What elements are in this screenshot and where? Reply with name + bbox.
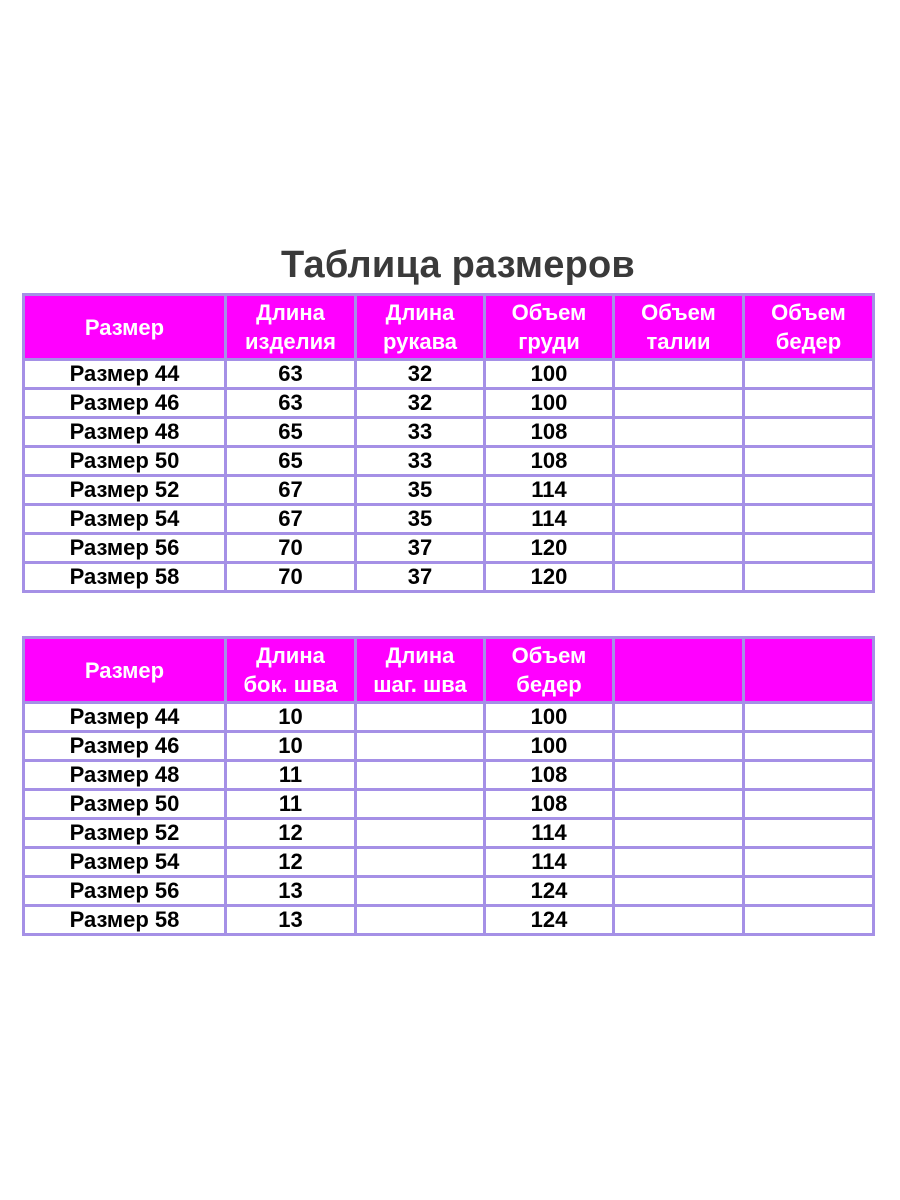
size-label-cell: Размер 52 [24,476,226,505]
measurement-cell: 11 [226,761,356,790]
measurement-cell [744,563,874,592]
column-header-line: бедер [775,329,842,354]
measurement-cell: 100 [485,732,614,761]
measurement-cell: 65 [226,447,356,476]
measurement-cell: 33 [356,418,485,447]
column-header-line: талии [646,329,711,354]
column-header [485,638,614,703]
size-label-cell: Размер 46 [24,389,226,418]
measurement-cell: 108 [485,761,614,790]
table-row [24,790,874,819]
column-header-line: Длина [385,300,455,325]
measurement-cell: 114 [485,819,614,848]
column-header [24,295,226,360]
measurement-cell: 10 [226,732,356,761]
measurement-cell: 63 [226,360,356,389]
measurement-cell [744,505,874,534]
measurement-cell: 100 [485,360,614,389]
measurement-cell: 114 [485,848,614,877]
table-row [24,418,874,447]
column-header [356,295,485,360]
measurement-cell [744,447,874,476]
measurement-cell [744,790,874,819]
measurement-cell: 124 [485,906,614,935]
size-label-cell: Размер 54 [24,505,226,534]
measurement-cell: 13 [226,877,356,906]
column-header-line: Длина [256,300,325,325]
size-label-cell: Размер 48 [24,418,226,447]
measurement-cell: 120 [485,534,614,563]
measurement-cell [614,819,744,848]
measurement-cell [614,703,744,732]
column-header [614,638,744,703]
column-header-line: шаг. шва [373,672,467,697]
measurement-cell: 12 [226,819,356,848]
measurement-cell [356,848,485,877]
measurement-cell [356,819,485,848]
measurement-cell [614,534,744,563]
column-header-line: Объем [641,300,716,325]
measurement-cell [614,505,744,534]
table-row [24,360,874,389]
table-header [24,638,874,703]
measurement-cell: 11 [226,790,356,819]
measurement-cell: 108 [485,447,614,476]
measurement-cell: 70 [226,534,356,563]
column-header [485,295,614,360]
column-header [614,295,744,360]
measurement-cell [744,476,874,505]
measurement-cell: 37 [356,534,485,563]
measurement-cell [356,906,485,935]
header-row [24,295,874,360]
table-row [24,848,874,877]
measurement-cell [614,418,744,447]
table-row [24,534,874,563]
column-header-line: Объем [511,643,587,668]
measurement-cell [744,360,874,389]
size-label-cell: Размер 52 [24,819,226,848]
size-label-cell: Размер 56 [24,534,226,563]
measurement-cell: 65 [226,418,356,447]
column-header [356,638,485,703]
table-header [24,295,874,360]
size-label-cell: Размер 58 [24,563,226,592]
header-row [24,638,874,703]
measurement-cell [614,360,744,389]
measurement-cell: 124 [485,877,614,906]
measurement-cell: 114 [485,476,614,505]
column-header-line: Объем [771,300,846,325]
table-row [24,761,874,790]
table-body [24,360,874,592]
measurement-cell [614,906,744,935]
measurement-cell [744,848,874,877]
column-header [226,295,356,360]
measurement-cell [614,563,744,592]
measurement-cell: 67 [226,476,356,505]
size-label-cell: Размер 46 [24,732,226,761]
size-label-cell: Размер 44 [24,703,226,732]
measurement-cell [356,790,485,819]
table-row [24,476,874,505]
measurement-cell: 108 [485,418,614,447]
measurement-cell [744,761,874,790]
measurement-cell: 35 [356,476,485,505]
measurement-cell [356,732,485,761]
size-table-lower [22,636,875,936]
measurement-cell [614,476,744,505]
table-row [24,505,874,534]
measurement-cell [614,761,744,790]
measurement-cell: 67 [226,505,356,534]
table-row [24,877,874,906]
column-header-line: рукава [382,329,458,354]
column-header-line: Размер [84,314,165,340]
measurement-cell: 37 [356,563,485,592]
measurement-cell [614,389,744,418]
measurement-cell: 32 [356,389,485,418]
size-label-cell: Размер 50 [24,790,226,819]
size-label-cell: Размер 44 [24,360,226,389]
measurement-cell [614,447,744,476]
measurement-cell [744,877,874,906]
measurement-cell [744,703,874,732]
table-row [24,819,874,848]
column-header [744,295,874,360]
measurement-cell: 100 [485,703,614,732]
measurement-cell [744,389,874,418]
measurement-cell [356,877,485,906]
size-label-cell: Размер 58 [24,906,226,935]
page-title: Таблица размеров [281,244,635,286]
size-label-cell: Размер 48 [24,761,226,790]
measurement-cell: 120 [485,563,614,592]
column-header [24,638,226,703]
column-header-line: изделия [245,329,336,354]
table-row [24,732,874,761]
measurement-cell: 12 [226,848,356,877]
column-header-line: Длина [385,643,455,668]
measurement-cell [614,848,744,877]
measurement-cell [614,790,744,819]
column-header-line: груди [518,329,580,354]
column-header-line: Длина [256,643,325,668]
table-row [24,906,874,935]
measurement-cell: 33 [356,447,485,476]
column-header [744,638,874,703]
measurement-cell: 63 [226,389,356,418]
table-row [24,389,874,418]
column-header [226,638,356,703]
measurement-cell: 35 [356,505,485,534]
size-label-cell: Размер 54 [24,848,226,877]
table-row [24,563,874,592]
measurement-cell [744,732,874,761]
column-header-line: Объем [511,300,587,325]
measurement-cell: 13 [226,906,356,935]
column-header-line: бок. шва [243,672,338,697]
measurement-cell [744,819,874,848]
measurement-cell: 108 [485,790,614,819]
measurement-cell [356,761,485,790]
measurement-cell [744,906,874,935]
measurement-cell [356,703,485,732]
table-row [24,447,874,476]
measurement-cell [744,534,874,563]
column-header-line: Размер [84,657,165,683]
measurement-cell [744,418,874,447]
size-table-upper [22,293,875,593]
measurement-cell: 10 [226,703,356,732]
column-header-line: бедер [516,672,582,697]
measurement-cell: 114 [485,505,614,534]
size-label-cell: Размер 50 [24,447,226,476]
measurement-cell [614,732,744,761]
measurement-cell [614,877,744,906]
table-row [24,703,874,732]
measurement-cell: 100 [485,389,614,418]
measurement-cell: 70 [226,563,356,592]
measurement-cell: 32 [356,360,485,389]
table-body [24,703,874,935]
size-label-cell: Размер 56 [24,877,226,906]
